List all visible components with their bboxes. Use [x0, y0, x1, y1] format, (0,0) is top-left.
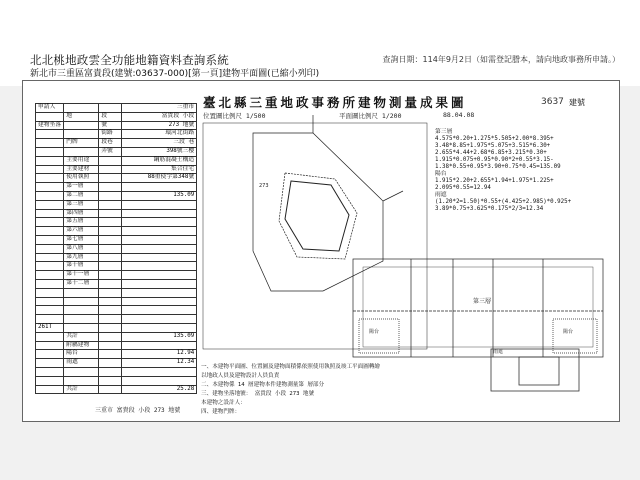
- info-cell: 共計: [64, 332, 99, 341]
- build-number-label: 建號: [569, 98, 585, 107]
- info-cell: 附屬建物: [64, 341, 99, 350]
- page-header: [0, 0, 640, 86]
- info-cell: 第六層: [64, 227, 99, 236]
- info-cell: 地: [64, 112, 99, 121]
- info-cell: 街路: [99, 130, 122, 139]
- info-cell: 第十層: [64, 262, 99, 271]
- info-cell: 25.28: [122, 385, 197, 394]
- lot-number-label: 273: [259, 183, 269, 189]
- document-subtitle: 新北市三重區富貴段(建號:03637-000)[第一頁]建物平面圖(已縮小列印): [30, 69, 320, 79]
- query-time: 查詢日期：114年9月2日（如需登記謄本，請向地政事務所申請。）: [382, 55, 620, 64]
- survey-notes: [201, 363, 380, 417]
- note-3b: 本建物之設計人：: [201, 400, 246, 406]
- balcony-label-left: 陽台: [369, 329, 380, 335]
- calc-line: (1.20*2=1.50)*0.55+(4.425+2.985)*0.925+: [435, 199, 572, 205]
- calc-line: 3.48*8.85+1.975*5.075+3.515*6.30+: [435, 143, 551, 149]
- info-cell: 第七層: [64, 235, 99, 244]
- info-cell: 號: [99, 121, 122, 130]
- system-title: 北北桃地政雲全功能地籍資料查詢系統: [30, 53, 229, 67]
- info-cell: 段巷: [99, 139, 122, 148]
- note-1b: 以地政人員及建物設計人員負責: [201, 373, 280, 379]
- info-cell: 富貴段 小段: [122, 112, 197, 121]
- location-scale-value: 1/500: [245, 112, 266, 120]
- info-cell: 135.09: [122, 332, 197, 341]
- info-cell: 環河北街路: [122, 130, 197, 139]
- info-cell: 第三層: [64, 200, 99, 209]
- info-cell: 主要用途: [64, 156, 99, 165]
- awning-label: 雨遮: [493, 349, 504, 355]
- calc-line: 2.095*0.55=12.94: [435, 185, 491, 191]
- info-cell: 12.34: [122, 359, 197, 368]
- balcony-label-right: 陽台: [563, 329, 574, 335]
- info-cell: 12.94: [122, 350, 197, 359]
- info-cell: 三重市: [122, 104, 197, 113]
- calc-line: 雨遮: [435, 192, 447, 198]
- info-cell: 共計: [64, 385, 99, 394]
- calc-line: 3.89*0.75+3.625*0.175*2/3=12.34: [435, 206, 544, 212]
- info-cell: 第五層: [64, 218, 99, 227]
- sheet-title: 臺北縣三重地政事務所建物測量成果圖: [203, 95, 467, 110]
- calc-line: 1.38*0.55+0.95*3.90+0.75*0.45=135.09: [435, 164, 561, 170]
- calc-line: 1.915*0.075+0.95*0.90*2+0.55*3.15-: [435, 157, 554, 163]
- area-calculations: [435, 129, 571, 213]
- calc-line: 陽台: [435, 171, 447, 177]
- info-cell: 集合住宅: [122, 165, 197, 174]
- info-cell: 第十一層: [64, 271, 99, 280]
- floor-scale-value: 1/200: [381, 112, 402, 120]
- info-cell: 第一層: [64, 183, 99, 192]
- location-plan: [203, 115, 427, 349]
- info-cell: 第二層: [64, 191, 99, 200]
- info-cell: 門牌: [64, 139, 99, 148]
- info-cell: 主要建材: [64, 165, 99, 174]
- floor-plan: [353, 259, 603, 357]
- official-stamp: [491, 349, 579, 391]
- survey-sheet: [22, 80, 620, 422]
- calc-line: 1.915*2.20+2.655*1.94+1.975*1.225+: [435, 178, 554, 184]
- survey-date: 88.04.08: [443, 111, 475, 119]
- note-3: 三、建物坐落地號： 富貴段 小段 273 地號: [201, 391, 315, 397]
- bottom-location-line: 三重市 富貴段 小段 273 地號: [95, 407, 181, 414]
- info-cell: 第九層: [64, 253, 99, 262]
- info-cell: 135.09: [122, 191, 197, 200]
- note-1: 一、本建物平面圖、位置圖及建物面積係依照使用執照及竣工平面圖轉繪: [201, 364, 381, 370]
- info-cell: 398號三樓: [122, 147, 197, 156]
- info-cell: 陽台: [64, 350, 99, 359]
- info-cell: 第十二層: [64, 279, 99, 288]
- info-cell: 273 地號: [122, 121, 197, 130]
- note-2: 二、本建物係 14 層建物本件建物測量第 層部分: [201, 382, 325, 388]
- note-4: 四、建物門牌：: [201, 409, 241, 415]
- info-cell: 建物坐落: [36, 121, 64, 130]
- handwritten-build-number: 3637: [541, 97, 564, 107]
- location-scale-label: 位置圖比例尺: [203, 112, 242, 120]
- info-cell: 使用執照: [64, 174, 99, 183]
- calc-line: 第三層: [435, 129, 453, 135]
- info-cell: 段: [99, 112, 122, 121]
- floor-scale-label: 平面圖比例尺: [339, 112, 378, 120]
- info-cell: 第四層: [64, 209, 99, 218]
- info-cell: 弄號: [99, 147, 122, 156]
- info-cell: 88重使字第348號: [122, 174, 197, 183]
- calc-line: 4.575*0.20+1.275*5.505+2.00*8.395+: [435, 136, 554, 142]
- info-cell: 261T: [36, 323, 64, 332]
- calc-line: 2.655*4.44+2.68*6.85+3.215*0.30+: [435, 150, 547, 156]
- info-cell: 申請人: [36, 104, 64, 113]
- floor-label: 第三層: [473, 298, 492, 305]
- info-cell: 三段 巷: [122, 139, 197, 148]
- info-cell: 第八層: [64, 244, 99, 253]
- info-cell: 鋼筋混凝土構造: [122, 156, 197, 165]
- info-cell: 雨遮: [64, 359, 99, 368]
